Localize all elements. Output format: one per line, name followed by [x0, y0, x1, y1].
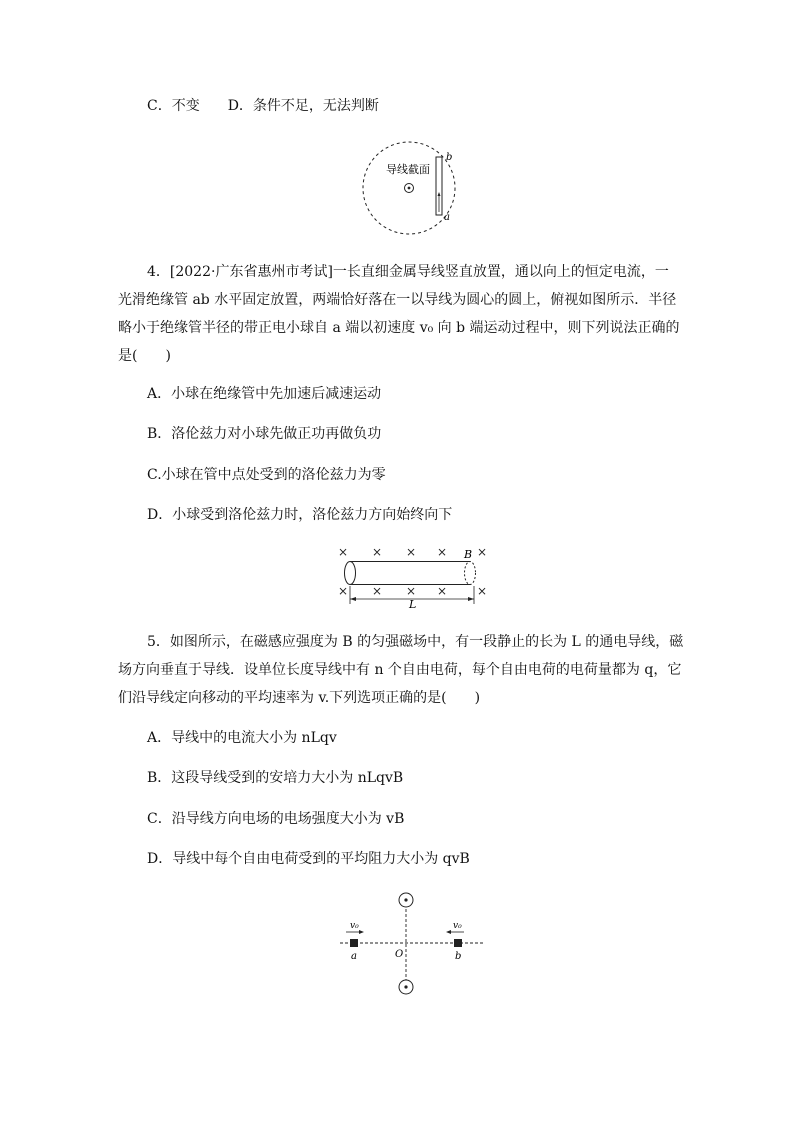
q4-stem-line-2: 光滑绝缘管 ab 水平固定放置，两端恰好落在一以导线为圆心的圆上，俯视如图所示．半径: [118, 292, 677, 308]
label-O: O: [395, 949, 404, 960]
q5-stem-line-2: 场方向垂直于导线．设单位长度导线中有 n 个自由电荷，每个自由电荷的电荷量都为 q，它: [118, 662, 682, 678]
q4-option-a: A．小球在绝缘管中先加速后减速运动: [147, 386, 382, 402]
svg-text:×: ×: [437, 584, 448, 598]
label-L: L: [409, 598, 417, 610]
label-b: b: [446, 152, 453, 163]
label-v0-left: v₀: [350, 921, 359, 931]
svg-text:×: ×: [338, 584, 349, 598]
q5-option-a: A．导线中的电流大小为 nLqv: [147, 730, 337, 746]
label-a: a: [351, 951, 357, 962]
svg-text:×: ×: [338, 545, 349, 559]
q5-stem-line-1: 5．如图所示，在磁感应强度为 B 的匀强磁场中，有一段静止的长为 L 的通电导线，磁: [147, 634, 684, 650]
svg-text:×: ×: [406, 584, 417, 598]
svg-text:×: ×: [406, 545, 417, 559]
svg-text:×: ×: [477, 545, 488, 559]
q3-options-cd: C．不变 D．条件不足，无法判断: [147, 98, 379, 114]
svg-text:×: ×: [372, 545, 383, 559]
figure-wire-section: [355, 140, 465, 240]
q5-option-d: D．导线中每个自由电荷受到的平均阻力大小为 qvB: [147, 851, 470, 867]
q4-option-d: D．小球受到洛伦兹力时，洛伦兹力方向始终向下: [147, 507, 453, 523]
label-a: a: [444, 212, 450, 223]
svg-text:×: ×: [437, 545, 448, 559]
q4-stem: [118, 258, 678, 370]
label-B: B: [464, 548, 473, 561]
label-b: b: [455, 951, 462, 962]
svg-text:×: ×: [372, 584, 383, 598]
q4-option-c: C.小球在管中点处受到的洛伦兹力为零: [147, 467, 386, 483]
q5-option-c: C．沿导线方向电场的电场强度大小为 vB: [147, 811, 405, 827]
q5-stem-line-3: 们沿导线定向移动的平均速率为 v.下列选项正确的是( ): [118, 690, 481, 706]
label-section: 导线截面: [386, 163, 430, 176]
q4-stem-line-1: 4．[2022·广东省惠州市考试]一长直细金属导线竖直放置，通以向上的恒定电流，一: [147, 264, 669, 280]
figure-two-wires: [335, 885, 495, 1005]
charge-b: [454, 939, 462, 947]
q5-stem: [118, 628, 684, 712]
figure-conductor-field: [332, 544, 492, 610]
q4-stem-line-4: 是( ): [118, 348, 171, 364]
q5-option-b: B．这段导线受到的安培力大小为 nLqvB: [147, 770, 404, 786]
charge-a: [350, 939, 358, 947]
q4-option-b: B．洛伦兹力对小球先做正功再做负功: [147, 426, 382, 442]
svg-text:×: ×: [477, 584, 488, 598]
q4-stem-line-3: 略小于绝缘管半径的带正电小球自 a 端以初速度 v₀ 向 b 端运动过程中，则下列说法正确的: [118, 320, 680, 336]
label-v0-right: v₀: [453, 921, 462, 931]
